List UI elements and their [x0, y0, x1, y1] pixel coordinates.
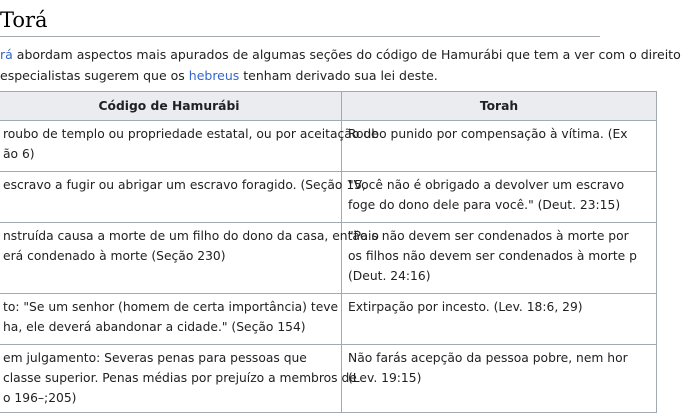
intro-line-2: [0, 65, 640, 86]
torah-cell: [342, 172, 657, 223]
cell-line: escravo a fugir ou abrigar um escravo foragido. (Seção 15,: [3, 178, 366, 192]
table-row: [0, 223, 657, 294]
hebreus-link[interactable]: hebreus: [188, 68, 240, 83]
torah-cell: [342, 345, 657, 413]
heading-divider: [0, 36, 600, 37]
hammurabi-cell: [0, 294, 342, 345]
cell-line: "Pais não devem ser condenados à morte por: [348, 229, 629, 243]
table-header-row: [0, 92, 657, 121]
cell-line: roubo de templo ou propriedade estatal, ou por aceitação de: [3, 127, 379, 141]
cell-line: os filhos não devem ser condenados à morte p: [348, 249, 637, 263]
torah-cell: [342, 121, 657, 172]
cell-line: ha, ele deverá abandonar a cidade." (Seção 154): [3, 320, 306, 334]
cell-line: to: "Se um senhor (homem de certa importância) teve: [3, 300, 339, 314]
cell-line: (Deut. 24:16): [348, 269, 431, 283]
cell-line: Extirpação por incesto. (Lev. 18:6, 29): [348, 300, 583, 314]
cell-line: "Você não é obrigado a devolver um escravo: [348, 178, 625, 192]
cell-line: classe superior. Penas médias por prejuízo a membros de: [3, 371, 357, 385]
table-row: [0, 345, 657, 413]
torah-cell: [342, 223, 657, 294]
cell-line: em julgamento: Severas penas para pessoas que: [3, 351, 307, 365]
torah-cell: [342, 294, 657, 345]
cell-line: o 196–;205): [3, 391, 77, 405]
intro-line-2-text-before: especialistas sugerem que os: [0, 68, 189, 83]
column-header-hammurabi: Código de Hamurábi: [0, 92, 342, 121]
cell-line: nstruída causa a morte de um filho do dono da casa, então o: [3, 229, 379, 243]
hammurabi-cell: [0, 172, 366, 223]
comparison-table: [0, 91, 657, 413]
column-header-torah: Torah: [342, 92, 657, 121]
intro-line-2-text-after: tenham derivado sua lei deste.: [239, 68, 438, 83]
section-heading: [0, 6, 48, 34]
cell-line: foge do dono dele para você." (Deut. 23:15): [348, 198, 621, 212]
torah-link[interactable]: rá: [0, 47, 13, 62]
cell-line: ão 6): [3, 147, 35, 161]
cell-line: erá condenado à morte (Seção 230): [3, 249, 226, 263]
intro-paragraph: [0, 44, 681, 86]
section-title: Torá: [0, 8, 48, 32]
table-row: [0, 172, 657, 223]
hammurabi-cell: [0, 345, 357, 413]
cell-line: (Lev. 19:15): [348, 371, 422, 385]
comparison-table-container: [0, 91, 657, 413]
hammurabi-cell: [0, 121, 379, 172]
intro-line-1-text: abordam aspectos mais apurados de algumas seções do código de Hamurábi que tem a ver com o direito: [12, 47, 681, 62]
intro-line-1: [0, 44, 681, 65]
table-row: [0, 294, 657, 345]
table-row: [0, 121, 657, 172]
cell-line: Não farás acepção da pessoa pobre, nem hor: [348, 351, 628, 365]
cell-line: Roubo punido por compensação à vítima. (Ex: [348, 127, 628, 141]
hammurabi-cell: [0, 223, 379, 294]
